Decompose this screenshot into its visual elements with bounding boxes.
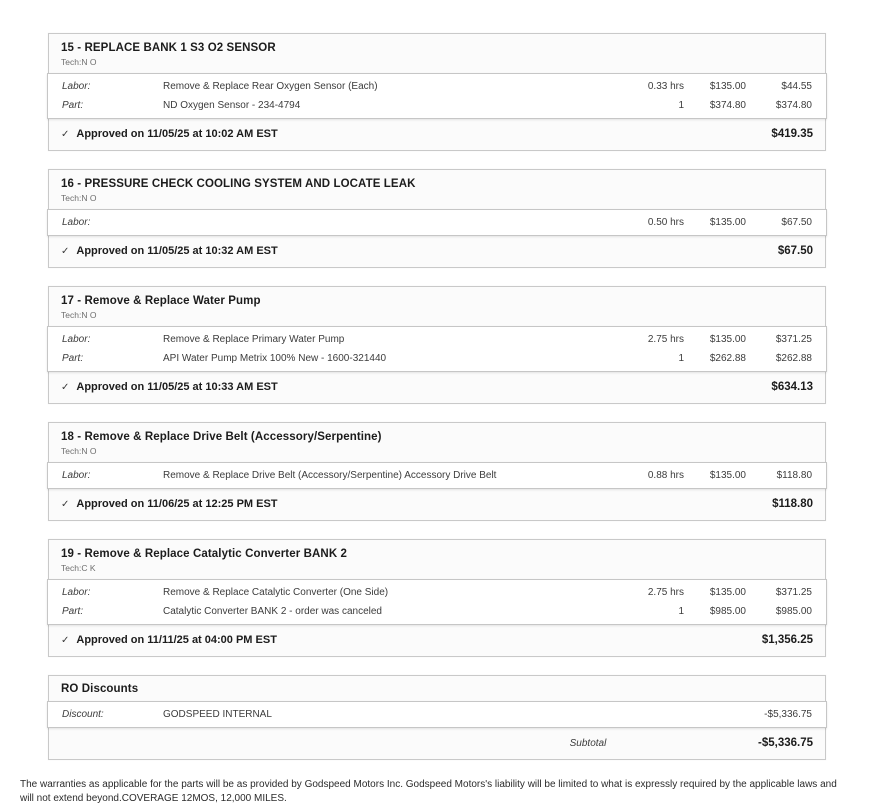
line-item-rate: $135.00 — [709, 587, 746, 598]
section-total: $634.13 — [771, 381, 813, 393]
line-item-description: Remove & Replace Drive Belt (Accessory/Serpentine) Accessory Drive Belt — [163, 470, 497, 481]
section-header — [49, 423, 825, 462]
line-item-amount: $985.00 — [775, 606, 812, 617]
approval-status — [61, 498, 278, 510]
line-item-rate: $135.00 — [709, 334, 746, 345]
line-item-description: Remove & Replace Rear Oxygen Sensor (Each) — [163, 81, 378, 92]
line-item-row — [48, 96, 826, 115]
line-item-amount: $371.25 — [775, 334, 812, 345]
line-items — [47, 462, 827, 489]
check-icon: ✓ — [61, 381, 70, 393]
line-item-description: ND Oxygen Sensor - 234-4794 — [163, 100, 301, 111]
ro-section — [48, 422, 826, 521]
ro-section — [48, 539, 826, 657]
approval-row — [49, 119, 825, 150]
subtotal-label: Subtotal — [569, 738, 607, 749]
line-item-row — [48, 583, 826, 602]
line-item-type-label: Labor: — [62, 587, 91, 598]
section-header — [49, 540, 825, 579]
section-tech: Tech:C K — [61, 563, 96, 573]
section-total: $1,356.25 — [761, 634, 813, 646]
line-item-amount: $118.80 — [776, 470, 812, 481]
line-item-rate: $135.00 — [709, 81, 746, 92]
line-item-rate: $135.00 — [709, 470, 746, 481]
line-item-row — [48, 77, 826, 96]
line-item-amount: $371.25 — [775, 587, 812, 598]
line-item-type-label: Labor: — [62, 334, 91, 345]
section-tech: Tech:N O — [61, 57, 97, 67]
section-title: 16 - PRESSURE CHECK COOLING SYSTEM AND LOCATE LEAK — [61, 178, 416, 190]
approval-row — [49, 236, 825, 267]
section-tech: Tech:N O — [61, 193, 97, 203]
line-item-qty: 0.88 hrs — [647, 470, 684, 481]
approval-text: Approved on 11/05/25 at 10:02 AM EST — [76, 128, 278, 140]
section-title: 18 - Remove & Replace Drive Belt (Accessory/Serpentine) — [61, 431, 382, 443]
line-item-description: API Water Pump Metrix 100% New - 1600-321440 — [163, 353, 387, 364]
line-item-amount: $262.88 — [775, 353, 812, 364]
line-items — [47, 326, 827, 372]
approval-status — [61, 381, 278, 393]
ro-section — [48, 286, 826, 404]
discounts-title: RO Discounts — [61, 683, 139, 695]
line-item-description: Remove & Replace Primary Water Pump — [163, 334, 345, 345]
section-header — [49, 287, 825, 326]
subtotal-row — [49, 728, 825, 759]
line-items — [47, 209, 827, 236]
line-item-qty: 2.75 hrs — [647, 587, 684, 598]
approval-text: Approved on 11/11/25 at 04:00 PM EST — [76, 634, 277, 646]
discount-line-items — [47, 701, 827, 728]
line-item-description: Catalytic Converter BANK 2 - order was canceled — [163, 606, 382, 617]
approval-row — [49, 489, 825, 520]
check-icon: ✓ — [61, 245, 70, 257]
line-item-row — [48, 330, 826, 349]
subtotal-amount: -$5,336.75 — [758, 737, 813, 749]
line-items — [47, 579, 827, 625]
line-item-row — [48, 466, 826, 485]
line-item-rate: $262.88 — [709, 353, 746, 364]
discount-amount: -$5,336.75 — [764, 709, 812, 720]
approval-status — [61, 128, 278, 140]
ro-discounts-section — [48, 675, 826, 760]
discounts-container — [48, 675, 826, 760]
section-total: $67.50 — [777, 245, 813, 257]
line-item-row — [48, 349, 826, 368]
line-item-type-label: Part: — [62, 353, 84, 364]
line-item-amount: $67.50 — [781, 217, 812, 228]
ro-section — [48, 169, 826, 268]
approval-row — [49, 625, 825, 656]
ro-section — [48, 33, 826, 151]
line-item-qty: 0.50 hrs — [647, 217, 684, 228]
section-title: 17 - Remove & Replace Water Pump — [61, 295, 261, 307]
line-item-amount: $374.80 — [775, 100, 812, 111]
line-item-qty: 1 — [678, 606, 684, 617]
line-item-amount: $44.55 — [781, 81, 812, 92]
line-item-type-label: Part: — [62, 100, 84, 111]
line-item-rate: $374.80 — [709, 100, 746, 111]
approval-status — [61, 634, 277, 646]
warranty-disclaimer: The warranties as applicable for the parts will be as provided by Godspeed Motors Inc. Godspeed Motors's liability will be limited to what is expressly required by the applicable laws and will not extend beyond.COVERAGE 12MOS, 12,000 MILES. — [20, 779, 837, 804]
line-item-type-label: Labor: — [62, 81, 91, 92]
section-title: 19 - Remove & Replace Catalytic Converter BANK 2 — [61, 548, 348, 560]
line-item-type-label: Part: — [62, 606, 84, 617]
line-items — [47, 73, 827, 119]
section-total: $118.80 — [772, 498, 813, 510]
section-tech: Tech:N O — [61, 446, 97, 456]
section-header — [49, 34, 825, 73]
approval-text: Approved on 11/05/25 at 10:33 AM EST — [76, 381, 278, 393]
line-item-type-label: Labor: — [62, 470, 91, 481]
line-item-qty: 0.33 hrs — [647, 81, 684, 92]
line-item-row — [48, 213, 826, 232]
check-icon: ✓ — [61, 498, 70, 510]
check-icon: ✓ — [61, 634, 70, 646]
discount-description: GODSPEED INTERNAL — [163, 709, 272, 720]
section-tech: Tech:N O — [61, 310, 97, 320]
sections-container — [48, 33, 826, 657]
approval-text: Approved on 11/05/25 at 10:32 AM EST — [76, 245, 278, 257]
section-header — [49, 170, 825, 209]
section-title: 15 - REPLACE BANK 1 S3 O2 SENSOR — [61, 42, 276, 54]
discount-type-label: Discount: — [62, 709, 104, 720]
discounts-header — [49, 676, 825, 701]
discount-row — [48, 705, 826, 724]
line-item-row — [48, 602, 826, 621]
approval-row — [49, 372, 825, 403]
line-item-rate: $135.00 — [709, 217, 746, 228]
line-item-rate: $985.00 — [709, 606, 746, 617]
line-item-description: Remove & Replace Catalytic Converter (One Side) — [163, 587, 389, 598]
line-item-qty: 2.75 hrs — [647, 334, 684, 345]
section-total: $419.35 — [771, 128, 813, 140]
check-icon: ✓ — [61, 128, 70, 140]
line-item-type-label: Labor: — [62, 217, 91, 228]
approval-text: Approved on 11/06/25 at 12:25 PM EST — [76, 498, 278, 510]
approval-status — [61, 245, 278, 257]
line-item-qty: 1 — [678, 100, 684, 111]
line-item-qty: 1 — [678, 353, 684, 364]
